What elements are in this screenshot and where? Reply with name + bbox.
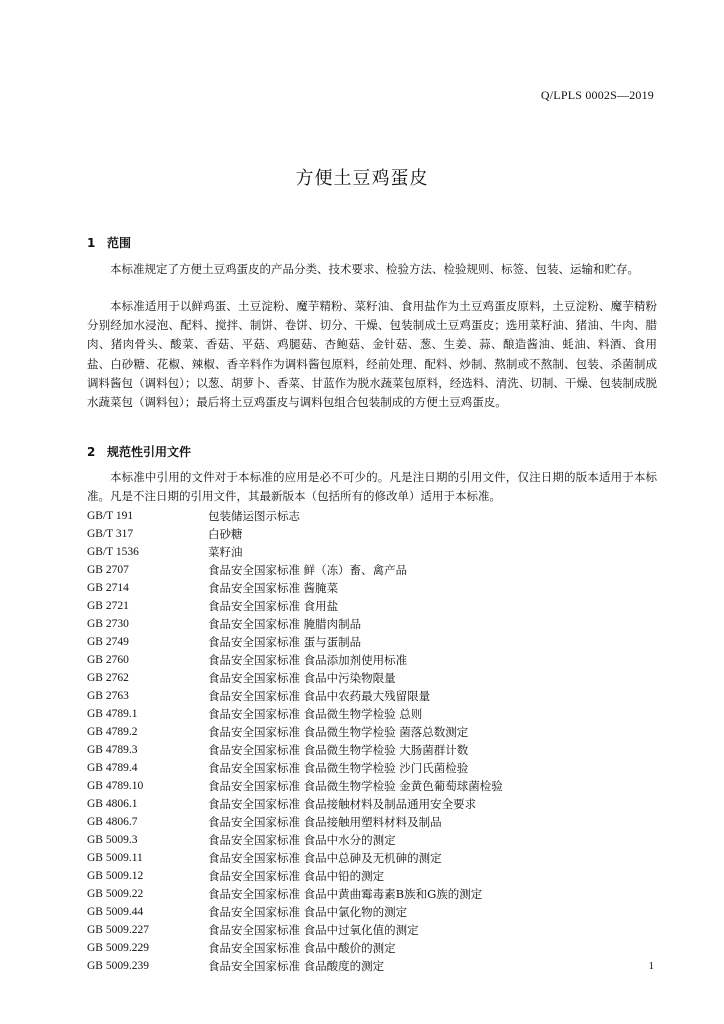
reference-title: 食品安全国家标准 食品中总砷及无机砷的测定 xyxy=(208,851,442,865)
reference-code: GB 2763 xyxy=(87,690,129,702)
reference-code: GB 2707 xyxy=(87,564,129,576)
reference-code: GB 5009.229 xyxy=(87,942,149,954)
reference-code: GB 4789.1 xyxy=(87,708,138,720)
reference-code: GB/T 191 xyxy=(87,510,134,522)
reference-code: GB 5009.239 xyxy=(87,960,149,972)
reference-title: 食品安全国家标准 食品中酸价的测定 xyxy=(208,941,396,955)
reference-code: GB 5009.22 xyxy=(87,888,144,900)
reference-code: GB 5009.12 xyxy=(87,870,144,882)
reference-row xyxy=(87,597,647,615)
reference-title: 食品安全国家标准 蛋与蛋制品 xyxy=(208,635,362,649)
reference-title: 食品安全国家标准 酱腌菜 xyxy=(208,581,339,595)
section-1-paragraph-1: 本标准规定了方便土豆鸡蛋皮的产品分类、技术要求、检验方法、检验规则、标签、包装、运输和贮存。 xyxy=(110,262,639,276)
section-2-heading xyxy=(87,443,191,460)
reference-code: GB/T 1536 xyxy=(87,546,139,558)
reference-title: 食品安全国家标准 食品微生物学检验 沙门氏菌检验 xyxy=(208,761,469,775)
reference-code: GB 4789.4 xyxy=(87,762,138,774)
reference-row xyxy=(87,543,647,561)
reference-row xyxy=(87,687,647,705)
reference-code: GB 4789.10 xyxy=(87,780,144,792)
reference-row xyxy=(87,957,647,975)
section-2-number: 2 xyxy=(87,445,96,459)
reference-row xyxy=(87,795,647,813)
reference-row xyxy=(87,867,647,885)
section-1-heading xyxy=(87,234,131,251)
reference-title: 食品安全国家标准 食品中水分的测定 xyxy=(208,833,396,847)
reference-code: GB 2721 xyxy=(87,600,129,612)
reference-row xyxy=(87,741,647,759)
reference-title: 食品安全国家标准 食品中黄曲霉毒素B族和G族的测定 xyxy=(208,887,483,901)
reference-title: 食品安全国家标准 鲜（冻）畜、禽产品 xyxy=(208,563,408,577)
reference-row xyxy=(87,777,647,795)
reference-row xyxy=(87,885,647,903)
reference-title: 食品安全国家标准 食品中农药最大残留限量 xyxy=(208,689,431,703)
section-2-title: 规范性引用文件 xyxy=(107,445,192,459)
reference-row xyxy=(87,615,647,633)
reference-code: GB 2760 xyxy=(87,654,129,666)
reference-code: GB 2749 xyxy=(87,636,129,648)
reference-title: 食品安全国家标准 食品微生物学检验 金黄色葡萄球菌检验 xyxy=(208,779,503,793)
reference-row xyxy=(87,831,647,849)
reference-title: 食品安全国家标准 食品添加剂使用标准 xyxy=(208,653,408,667)
reference-row xyxy=(87,525,647,543)
reference-title: 食品安全国家标准 食品微生物学检验 总则 xyxy=(208,707,423,721)
reference-title: 食品安全国家标准 食品中过氧化值的测定 xyxy=(208,923,419,937)
reference-row xyxy=(87,723,647,741)
document-title: 方便土豆鸡蛋皮 xyxy=(295,168,429,189)
reference-code: GB 5009.11 xyxy=(87,852,143,864)
reference-title: 包装储运图示标志 xyxy=(208,509,300,523)
reference-row xyxy=(87,939,647,957)
reference-code: GB 4789.2 xyxy=(87,726,138,738)
reference-title: 食品安全国家标准 食用盐 xyxy=(208,599,339,613)
reference-title: 白砂糖 xyxy=(208,527,243,541)
reference-row xyxy=(87,759,647,777)
reference-row xyxy=(87,561,647,579)
section-2-paragraph-1: 本标准中引用的文件对于本标准的应用是必不可少的。凡是注日期的引用文件，仅注日期的版本适用于本标准。凡是不注日期的引用文件，其最新版本（包括所有的修改单）适用于本标准。 xyxy=(87,470,657,504)
section-1-number: 1 xyxy=(87,236,96,250)
reference-title: 食品安全国家标准 食品酸度的测定 xyxy=(208,959,385,973)
reference-row xyxy=(87,507,647,525)
reference-code: GB 4806.7 xyxy=(87,816,138,828)
section-1-paragraph-2: 本标准适用于以鲜鸡蛋、土豆淀粉、魔芋精粉、菜籽油、食用盐作为土豆鸡蛋皮原料，土豆淀粉、魔芋精粉分别经加水浸泡、配料、搅拌、制饼、卷饼、切分、干燥、包装制成土豆鸡蛋皮；选用菜籽油、猪油、牛肉、腊肉、猪肉骨头、酸菜、香菇、平菇、鸡腿菇、杏鲍菇、金针菇、葱、生姜、蒜、酿造酱油、蚝油、料酒、食用盐、白砂糖、花椒、辣椒、香辛料作为调料酱包原料，经前处理、配料、炒制、熬制或不熬制、包装、杀菌制成调料酱包（调料包）；以葱、胡萝卜、香菜、甘蓝作为脱水蔬菜包原料，经选料、清洗、切制、干燥、包装制成脱水蔬菜包（调料包）；最后将土豆鸡蛋皮与调料包组合包装制成的方便土豆鸡蛋皮。 xyxy=(87,299,657,410)
reference-code: GB 5009.3 xyxy=(87,834,138,846)
reference-title: 食品安全国家标准 食品接触用塑料材料及制品 xyxy=(208,815,442,829)
reference-row xyxy=(87,669,647,687)
reference-title: 食品安全国家标准 食品中铅的测定 xyxy=(208,869,385,883)
reference-code: GB 5009.44 xyxy=(87,906,144,918)
reference-row xyxy=(87,813,647,831)
reference-code: GB 5009.227 xyxy=(87,924,149,936)
reference-list xyxy=(87,507,647,975)
reference-title: 菜籽油 xyxy=(208,545,243,559)
reference-title: 食品安全国家标准 食品中氯化物的测定 xyxy=(208,905,408,919)
reference-title: 食品安全国家标准 腌腊肉制品 xyxy=(208,617,362,631)
reference-row xyxy=(87,921,647,939)
standard-code: Q/LPLS 0002S—2019 xyxy=(540,88,654,102)
reference-code: GB/T 317 xyxy=(87,528,134,540)
reference-code: GB 2762 xyxy=(87,672,129,684)
reference-title: 食品安全国家标准 食品接触材料及制品通用安全要求 xyxy=(208,797,477,811)
reference-code: GB 4806.1 xyxy=(87,798,138,810)
section-1-title: 范围 xyxy=(107,236,132,250)
reference-title: 食品安全国家标准 食品微生物学检验 菌落总数测定 xyxy=(208,725,469,739)
reference-code: GB 2730 xyxy=(87,618,129,630)
page-number: 1 xyxy=(648,960,654,972)
reference-code: GB 4789.3 xyxy=(87,744,138,756)
reference-code: GB 2714 xyxy=(87,582,129,594)
reference-title: 食品安全国家标准 食品中污染物限量 xyxy=(208,671,396,685)
reference-row xyxy=(87,651,647,669)
reference-row xyxy=(87,579,647,597)
reference-row xyxy=(87,633,647,651)
reference-title: 食品安全国家标准 食品微生物学检验 大肠菌群计数 xyxy=(208,743,469,757)
reference-row xyxy=(87,849,647,867)
reference-row xyxy=(87,705,647,723)
reference-row xyxy=(87,903,647,921)
